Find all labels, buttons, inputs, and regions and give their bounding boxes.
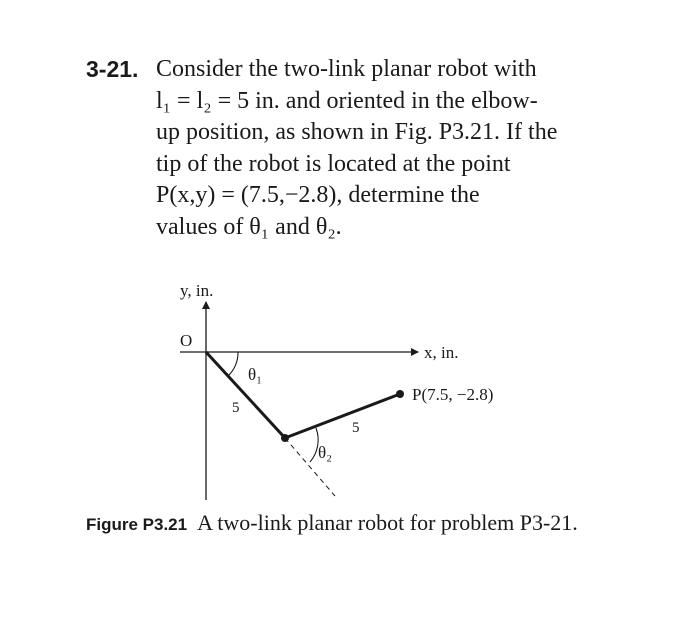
caption-label: Figure P3.21 [86, 515, 188, 534]
origin-label: O [180, 331, 193, 350]
link-2 [285, 394, 400, 438]
link-1 [206, 352, 285, 438]
figure-caption [86, 508, 606, 539]
theta-2-label: θ₂ [318, 443, 333, 462]
x-axis-label: x, in. [424, 343, 459, 362]
problem-line: l₁ = l₂ = 5 in. and oriented in the elbow- [156, 87, 538, 114]
link-2-length-label: 5 [352, 420, 360, 436]
elbow-joint [281, 434, 289, 442]
robot-diagram [150, 270, 570, 510]
problem-line: Consider the two-link planar robot with [156, 56, 537, 82]
link-1-length-label: 5 [232, 400, 240, 416]
problem-statement [86, 54, 596, 243]
caption-text: A two-link planar robot for problem P3-21. [197, 510, 578, 535]
problem-line: tip of the robot is located at the point [156, 150, 511, 177]
problem-line: values of θ₁ and θ₂. [156, 213, 342, 240]
robot-figure [150, 270, 570, 510]
problem-line: up position, as shown in Fig. P3.21. If the [156, 119, 558, 145]
theta-2-arc [310, 428, 318, 462]
theta-1-label: θ₁ [248, 365, 263, 384]
tip-point-label: P(7.5, −2.8) [412, 385, 494, 404]
problem-line: P(x,y) = (7.5,−2.8), determine the [156, 182, 480, 208]
tip-point [396, 390, 404, 398]
theta-1-arc [228, 352, 238, 376]
y-axis-label: y, in. [180, 281, 214, 300]
problem-number: 3-21. [86, 56, 139, 82]
problem-text [156, 54, 596, 243]
